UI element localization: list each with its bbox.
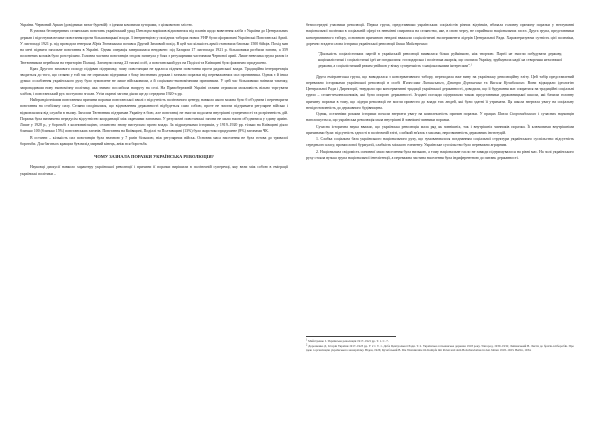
paragraph: 1. Слабка соціальна база українського національного руху, що зумовлювалося поєднанням соціальної структури українського суспільства: відсутність середнього класу, промислової буржуазії, слабкість міського елементу. Українське суспільство було переважно аграрним. — [306, 137, 574, 148]
right-column — [306, 22, 574, 161]
footnotes — [306, 339, 574, 353]
emphasis-name: В'ячеслава Липинського — [402, 80, 444, 85]
paragraph: Крах Другого зимового походу підірвав підтримку, чому повстанцям не вдалося підняти повстання проти радянської влади. Традиційна інтерпретація зводиться до того, що селяни у той час не отримали підтримки з боку іноземних держав і зазнали поразки від переважаючих сил противника. Однак є й інша думка: ослаблення українського руху було зумовлене не лише військовими, а й соціально-економічними причинами. У цей час більшовики змінили тактику, запровадивши нову економічну політику, яка значно послабила напругу на селі. На Правобережній Україні селяни отримали можливість вільно торгувати хлібом, і повстанський рух поступово згасав. Утім окремі загони діяли ще до середини 1920-х рр. — [20, 66, 288, 96]
paragraph: безпосередні учасники революції. Перша група, представники українських соціалістів різних відтінків, вбачала головну причину поразки у нехтуванні національної політики в соціальній сфері та невмінні спиратися на селянство, яке, в свою чергу, не сприйняло національних гасел. Друга група, представники консервативного табору, основною причиною невдачі вважали соціалістичні експерименти лідерів Центральної Ради. Характеризуючи сутність цієї полеміки, доречно згадати слова історика української революції Івана Майстренка: — [306, 23, 574, 46]
footnote-item: $^2$ Дорошенко Д. Історія України 1917–1923 рр. У 2 т. Т. 1. Доба Центральної Ради. Т. 2. Українська гетьманська держава 1918 року. Ужгород, 1930–1932; Липинський В. Листи до братів-хліборобів. Про ідею і організацію українського монархізму. Віден, 1926; Кучабський В. Die Westukraine im Kampfe mit Polen und dem Bolschewismus in den Jahren 1918–1923. Berlin, 1934. — [306, 343, 575, 353]
paragraph: Сучасна історична наука вважає, що українська революція мала ряд як зовнішніх, так і внутрішніх чинників поразки. Її ключовими внутрішніми причинами були: відсутність єдності в політичній еліті, слабкий зв'язок з масами, нерозвиненість державних інституцій. — [306, 124, 574, 135]
emphasis-name: Павла Скоропадського — [497, 112, 537, 117]
footnote-ref[interactable]: 1 — [470, 64, 472, 68]
emphasis-name: Василя Кучабського — [489, 80, 525, 85]
emphasis-name: Юрія Тютюнника — [92, 41, 122, 46]
paragraph: Найграндіознішим повстанням причини поразки повстанської хвилі є відсутність політичного центру, навколо якого можна було б об'єднати і перетворити повстання на стабільну силу. Селяни сподівалися, що відновлення державності відбудеться само собою, проте не змогли підтримати регулярне військо і відмовлялися від служби в ньому. Загалом Тютюнник підтримав Україну в бою, але повстанці не змогли подолати внутрішні суперечності та розрізненість дій. Поразка була визначена передусім відсутністю координації між окремими загонами. У результаті повстанські загони не мали змоги об'єднатися у єдину армію. Лише у 1928 р., у боротьбі з колективізацією, селянство знову виступило проти влади. За підрахунками істориків, у 1919–1920 рр. тільки на Київщині діяло близько 100 (близько 15%) повстанських загонів. Повстання на Київщині, Поділлі та Полтавщині (13%) було жорстоко придушене (8%) загонами ЧК. — [20, 98, 288, 134]
block-quote: "Діяльність соціалістичних партій в українській революції виявилася більш руйнівною, ніж творчою. Партії не змогли побудувати державу, націоналістичні і соціалістичні ідеї не поєдналися: господарська і політична анархія, що охопила Україну, зруйнувала надії на створення незалежної держави, а соціалістичний режим увійшов у вічну суперечність з національними інтересами".$^1$ — [318, 52, 562, 69]
footnote-item: $^1$ Майстренко І. Українська революція 1917–1921 рр. Т. 1. С. 7. — [306, 338, 389, 343]
paragraph: В останнє – кількість сил повстанців була значною у 7 разів більшою, ніж регулярних військ. Основна маса населення не була готова до тривалої боротьби. Для багатьох кращим був вихід мирний кінець, аніж вся боротьба. — [20, 135, 288, 146]
emphasis-name: Петлюри — [135, 29, 152, 34]
emphasis-name: Івана Майстренка — [396, 41, 427, 46]
paragraph: В умовах безперервних селянських повстань український уряд Петлюри вирішив відмовитися від планів щодо вивезення хліба з України до Центральних держав і підготував велике повстання проти більшовицької влади. З інтервенцією у похідних таборах нових УНР були сформовані Українські Повстанські Армії. У листопаді 1921 р. під проводом генерала Юрія Тютюнника почався Другий Зимовий похід. В цей час кількість армії становила близько 1500 бійців. Похід мав на меті підняти загальне повстання в Україні. Однак операція завершилася невдачею: під Базаром 17 листопада 1921 р. більшовики розбили загони, а 359 полонених козаків було розстріляно. Головна частина повстанців згодом загинула у боях з регулярними частинами Червоної армії. Лише невелика група разом із Тютюнником перейшла на територію Польщі. Загинули понад 23 тисячі осіб, а повстанський рух на Поділлі та Київщині було фактично придушено. — [20, 29, 288, 65]
section-heading: ЧОМУ ЗАЗНАЛА ПОРАЗКИ УКРАЇНСЬКА РЕВОЛЮЦІЯ? — [94, 154, 214, 159]
paragraph: Друга емігрантська група, що виводилася з консервативного табору, переходила вже вину на українську революційну еліту. Цей табір представлений переважно істориками української революції в особі В'ячеслава Липинського, Дмитра Дорошенка та Василя Кучабського. Вони відкидали ідеологію Центральної Ради і Директорії, твердили про консервативні традиції української державності, доводили, що її будування має спиратися на традиційні соціальні групи – селян-землевласників, які були опорою державності. Згадані погляди підтримали також представники державницької школи, які бачили головну причину поразки в тому, що лідери революції не могли привести до влади тих людей, які були здатні її утримати. Ця школа звертала увагу на соціальну непідготовленість до державного будівництва. — [306, 74, 574, 110]
paragraph: Науковці дискусії навколо характеру української революції і причини її поразки вирішили в політичній суперечці, яку вели між собою в еміграції українські політики – — [20, 165, 288, 176]
paragraph: Однак, останніми роками історики почали звертати увагу на комплексність причин поразки. У працях Павла Скоропадського і сучасних науковців наголошується, що українська революція мала внутрішні й зовнішні чинники поразки. — [306, 112, 574, 123]
paragraph: 2. Національна свідомість основної маси населення була низькою, а тому національне гасло не завжди підтримувалося на рівні мас. На чолі українського руху стояла вузька група національної інтелігенції, а переважна частина населення була індиферентною до питань державності. — [306, 149, 574, 160]
footnote-divider — [306, 336, 396, 337]
paragraph: України. Червоний Аркан (довідники: ватаг буревій): з ідеями кочовими хуторами, з цілковитою злістю. — [20, 23, 193, 27]
left-column — [20, 22, 288, 177]
